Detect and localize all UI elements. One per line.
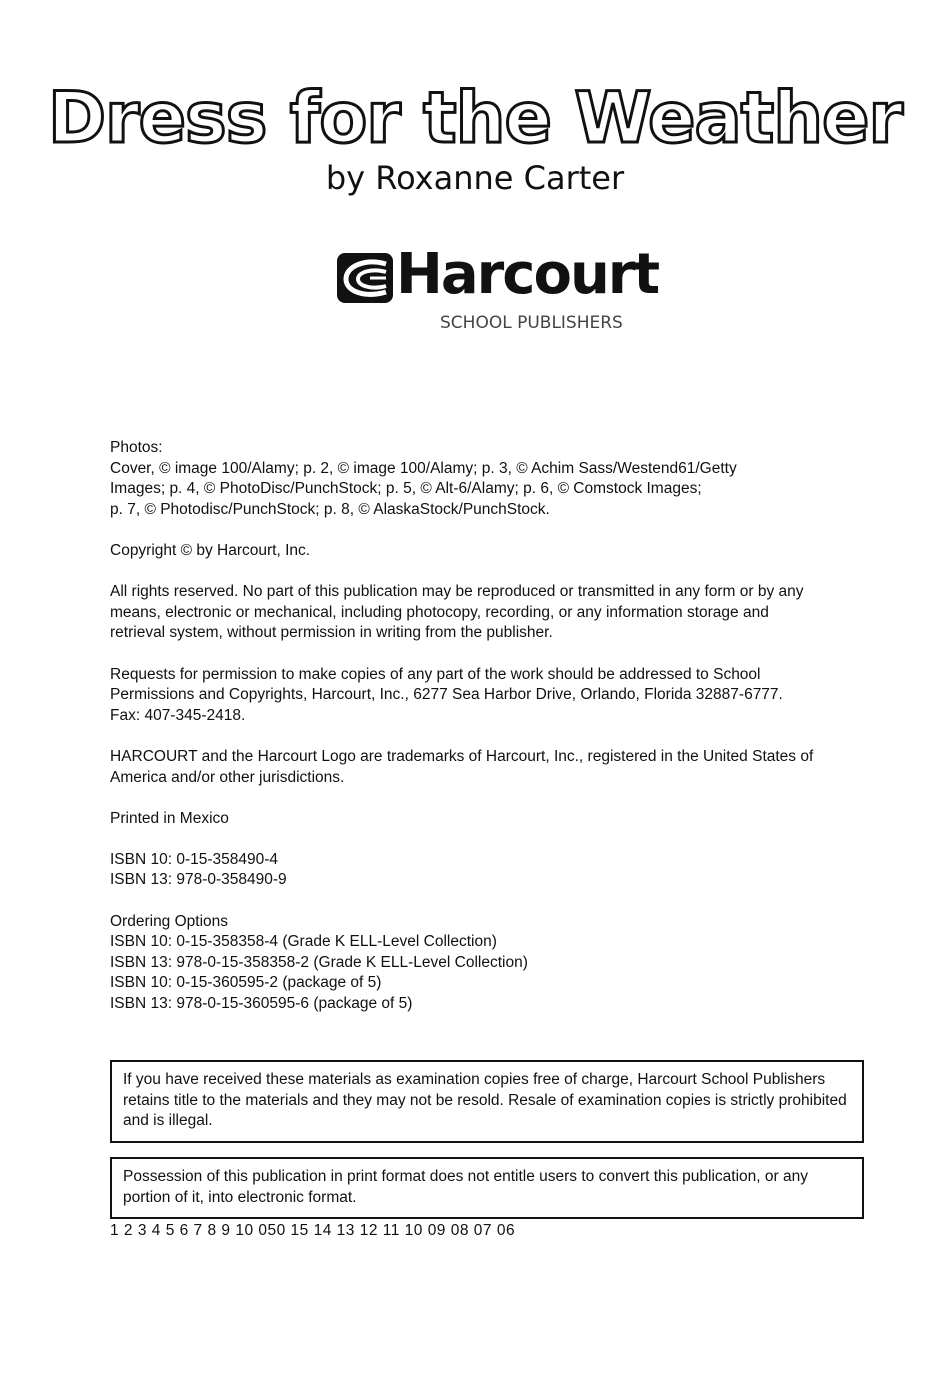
- publisher-logo: [336, 242, 659, 340]
- photo-credit-line: Cover, © image 100/Alamy; p. 2, © image 100/Alamy; p. 3, © Achim Sass/Westend61/Getty: [110, 459, 737, 477]
- book-title: Dress for the Weather: [47, 77, 903, 159]
- ordering-line: ISBN 13: 978-0-15-360595-6 (package of 5): [110, 995, 413, 1013]
- photo-credits-heading: Photos:: [110, 439, 163, 456]
- examination-copy-notice: If you have received these materials as examination copies free of charge, Harcourt School Publishers retains title to the materials and they may not be resold. Resale of examination copies is strictly prohibited and is illegal.: [110, 1060, 864, 1143]
- copyright-body: [110, 438, 870, 1035]
- ordering-heading: Ordering Options: [110, 912, 229, 930]
- trademark-line: America and/or other jurisdictions.: [110, 768, 345, 786]
- permissions-request: [110, 665, 870, 727]
- print-line: 1 2 3 4 5 6 7 8 9 10 050 15 14 13 12 11 10 09 08 07 06: [110, 1222, 516, 1239]
- publisher-division: SCHOOL PUBLISHERS: [440, 313, 623, 333]
- rights-reserved: [110, 582, 870, 644]
- ordering-line: ISBN 10: 0-15-360595-2 (package of 5): [110, 974, 382, 992]
- rights-line: means, electronic or mechanical, including photocopy, recording, or any information storage and: [110, 603, 769, 621]
- author-byline: by Roxanne Carter: [325, 159, 625, 197]
- copyright-line: Copyright © by Harcourt, Inc.: [110, 541, 311, 559]
- photo-credit-line: Images; p. 4, © PhotoDisc/PunchStock; p. 5, © Alt-6/Alamy; p. 6, © Comstock Images;: [110, 480, 702, 498]
- photo-credit-line: p. 7, © Photodisc/PunchStock; p. 8, © AlaskaStock/PunchStock.: [110, 500, 550, 518]
- publisher-name: Harcourt: [396, 242, 659, 307]
- photo-credits: [110, 438, 870, 520]
- ordering-line: ISBN 13: 978-0-15-358358-2 (Grade K ELL-Level Collection): [110, 953, 528, 971]
- isbn-block: [110, 850, 870, 891]
- copyright-notice: [110, 541, 870, 562]
- electronic-format-notice: Possession of this publication in print format does not entitle users to convert this publication, or any portion of it, into electronic format.: [110, 1157, 864, 1219]
- rights-line: All rights reserved. No part of this publication may be reproduced or transmitted in any form or by any: [110, 583, 804, 601]
- printed-line: Printed in Mexico: [110, 809, 229, 827]
- permissions-line: Fax: 407-345-2418.: [110, 706, 246, 724]
- trademark-line: HARCOURT and the Harcourt Logo are trademarks of Harcourt, Inc., registered in the United States of: [110, 747, 814, 765]
- rights-line: retrieval system, without permission in writing from the publisher.: [110, 624, 553, 642]
- trademark-notice: [110, 747, 870, 788]
- ordering-line: ISBN 10: 0-15-358358-4 (Grade K ELL-Level Collection): [110, 933, 497, 951]
- permissions-line: Requests for permission to make copies of any part of the work should be addressed to School: [110, 665, 761, 683]
- isbn-line: ISBN 10: 0-15-358490-4: [110, 850, 279, 868]
- permissions-line: Permissions and Copyrights, Harcourt, Inc., 6277 Sea Harbor Drive, Orlando, Florida 32887-6777.: [110, 686, 783, 704]
- isbn-line: ISBN 13: 978-0-358490-9: [110, 871, 287, 889]
- harcourt-swoosh-icon: [336, 252, 394, 304]
- printed-in: [110, 809, 870, 830]
- ordering-options: [110, 912, 870, 1015]
